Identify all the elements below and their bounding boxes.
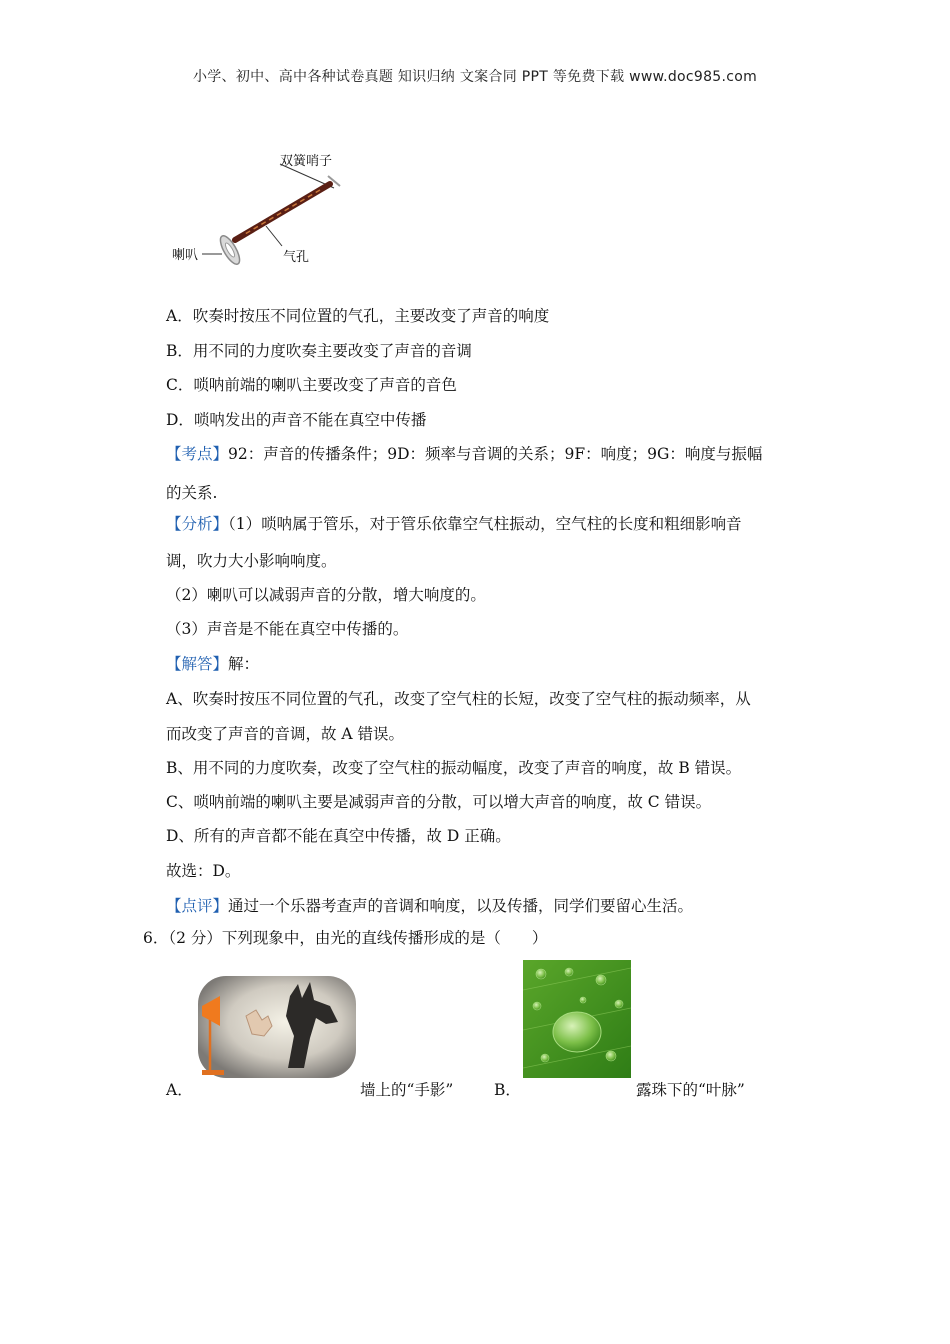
large-dew-drop <box>553 1012 601 1052</box>
question-6-b-letter: B． <box>494 1081 521 1099</box>
fenxi-line-3: （2）喇叭可以减弱声音的分散，增大响度的。 <box>166 586 486 604</box>
question-6-stem: 6．（2 分）下列现象中，由光的直线传播形成的是（ ） <box>143 929 548 947</box>
question-6-a-caption: 墙上的“手影” <box>360 1081 454 1099</box>
kaodian-text-1: 92：声音的传播条件；9D：频率与音调的关系；9F：响度；9G：响度与振幅 <box>228 445 763 463</box>
kaodian-line-2: 的关系. <box>166 484 218 502</box>
jieda-answer: 故选：D。 <box>166 862 241 880</box>
hand-shadow-image <box>198 976 356 1078</box>
reed-label: 双簧哨子 <box>280 154 333 169</box>
option-a: A．吹奏时按压不同位置的气孔，主要改变了声音的响度 <box>166 307 550 325</box>
wall-light <box>198 976 356 1078</box>
kaodian-line-1 <box>166 444 762 464</box>
dianping-text: 通过一个乐器考查声的音调和响度，以及传播，同学们要留心生活。 <box>228 897 694 915</box>
fenxi-text-1: （1）唢呐属于管乐，对于管乐依靠空气柱振动，空气柱的长度和粗细影响音 <box>228 515 742 533</box>
question-6-b-caption: 露珠下的“叶脉” <box>636 1081 745 1099</box>
jieda-c: C、唢呐前端的喇叭主要是减弱声音的分散，可以增大声音的响度，故 C 错误。 <box>166 793 712 811</box>
fenxi-line-2: 调，吹力大小影响响度。 <box>166 552 337 570</box>
jieda-a-line-1: A、吹奏时按压不同位置的气孔，改变了空气柱的长短，改变了空气柱的振动频率，从 <box>166 690 751 708</box>
jieda-d: D、所有的声音都不能在真空中传播，故 D 正确。 <box>166 827 511 845</box>
dianping-line <box>166 896 693 916</box>
fenxi-tag: 【分析】 <box>166 515 229 533</box>
jieda-line-intro <box>166 654 259 674</box>
kaodian-tag: 【考点】 <box>166 445 229 463</box>
jieda-a-line-2: 而改变了声音的音调，故 A 错误。 <box>166 725 405 743</box>
fenxi-line-1 <box>166 514 742 534</box>
dew-leaf-image <box>523 960 631 1078</box>
bell-label: 喇叭 <box>172 248 199 263</box>
fenxi-line-4: （3）声音是不能在真空中传播的。 <box>166 620 409 638</box>
question-6-a-letter: A． <box>166 1081 193 1099</box>
jieda-tag: 【解答】 <box>166 655 229 673</box>
jieda-b: B、用不同的力度吹奏，改变了空气柱的振动幅度，改变了声音的响度，故 B 错误。 <box>166 759 742 777</box>
option-b: B．用不同的力度吹奏主要改变了声音的音调 <box>166 342 472 360</box>
option-d: D．唢呐发出的声音不能在真空中传播 <box>166 411 427 429</box>
page-header: 小学、初中、高中各种试卷真题 知识归纳 文案合同 PPT 等免费下载 www.doc985.com <box>192 69 758 85</box>
suona-figure <box>170 146 350 271</box>
dianping-tag: 【点评】 <box>166 897 229 915</box>
hole-pointer <box>266 226 282 246</box>
hole-label: 气孔 <box>283 250 310 265</box>
option-c: C．唢呐前端的喇叭主要改变了声音的音色 <box>166 376 457 394</box>
jieda-intro: 解： <box>228 655 260 673</box>
